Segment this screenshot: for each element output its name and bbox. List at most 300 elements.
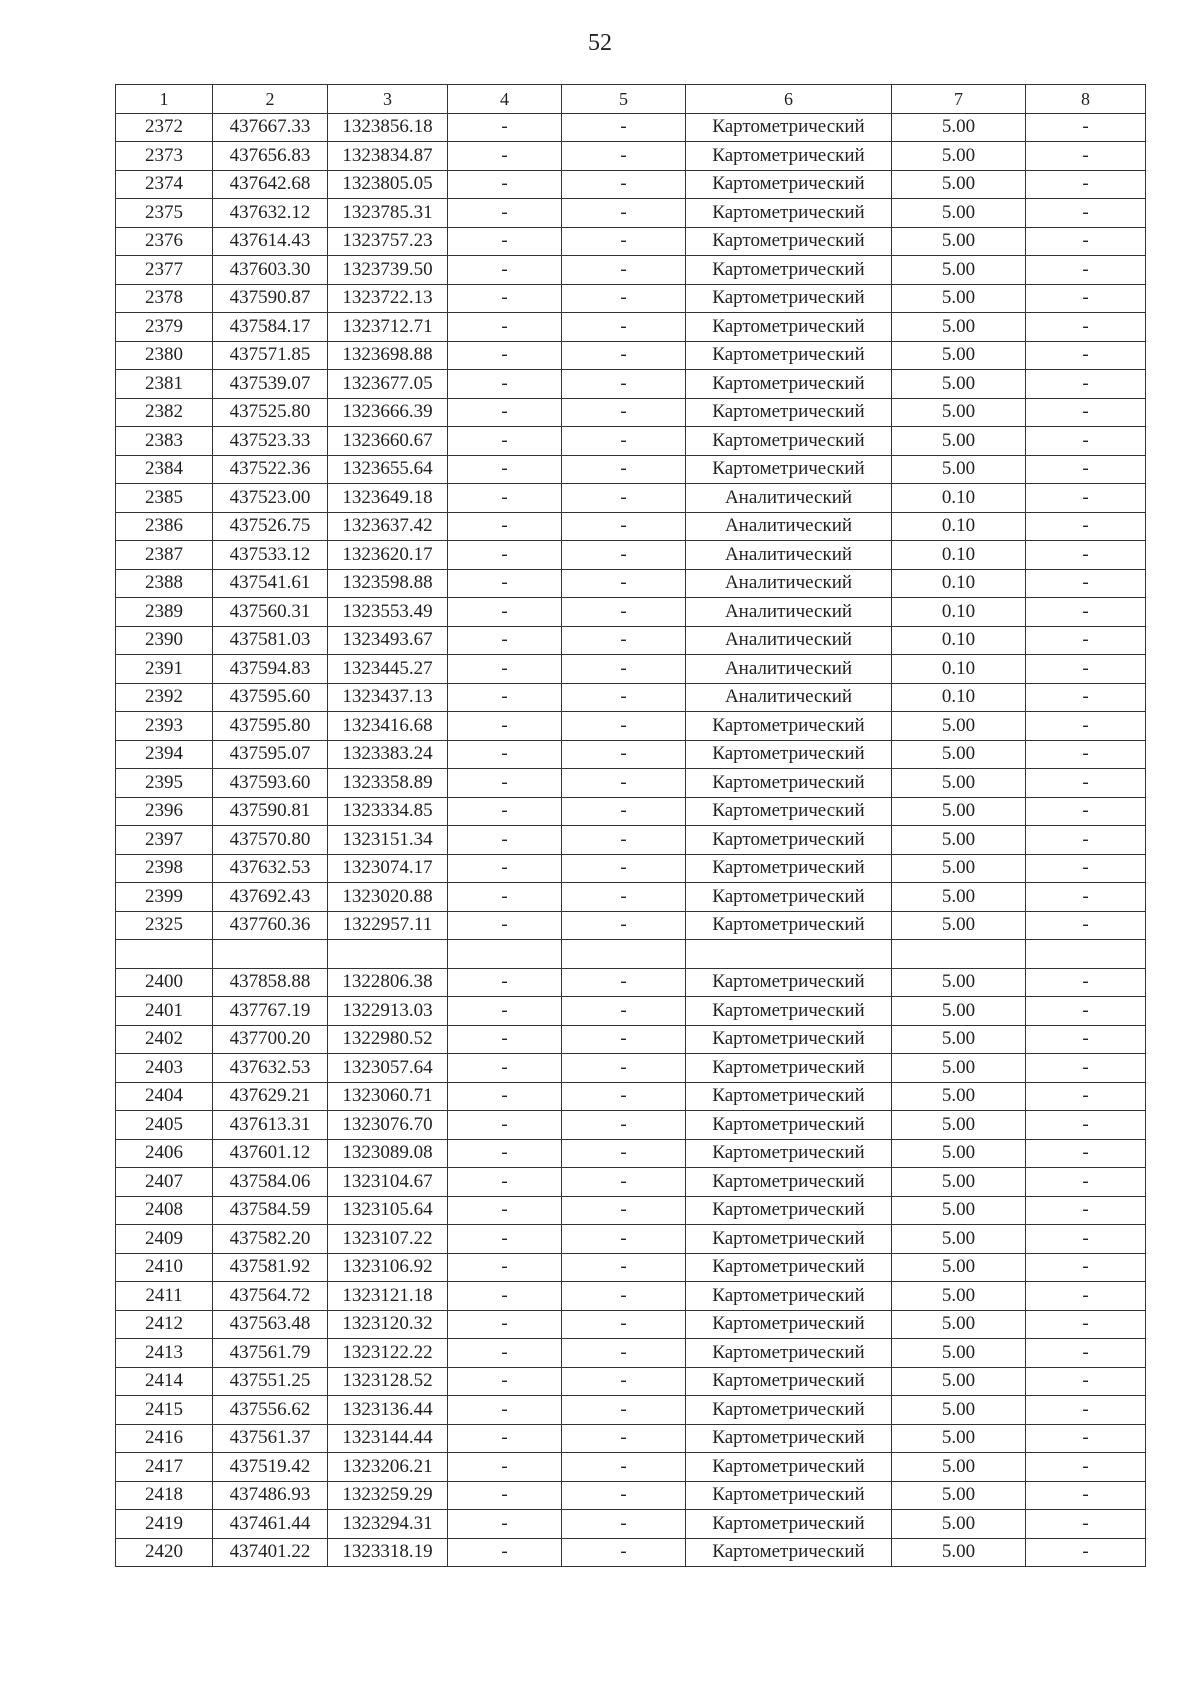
method-cell: Аналитический: [686, 626, 892, 655]
accuracy-cell: 5.00: [892, 1453, 1026, 1482]
column-8-cell: -: [1026, 170, 1146, 199]
column-4-cell: -: [448, 1396, 562, 1425]
accuracy-cell: 5.00: [892, 1367, 1026, 1396]
method-cell: [686, 940, 892, 969]
column-5-cell: [562, 940, 686, 969]
method-cell: Картометрический: [686, 313, 892, 342]
method-cell: Картометрический: [686, 1510, 892, 1539]
accuracy-cell: 5.00: [892, 797, 1026, 826]
column-4-cell: -: [448, 398, 562, 427]
method-cell: Картометрический: [686, 284, 892, 313]
x-coordinate-cell: 437603.30: [213, 256, 328, 285]
accuracy-cell: 5.00: [892, 911, 1026, 940]
accuracy-cell: 5.00: [892, 1054, 1026, 1083]
method-cell: Картометрический: [686, 1282, 892, 1311]
y-coordinate-cell: 1323020.88: [328, 883, 448, 912]
accuracy-cell: 5.00: [892, 455, 1026, 484]
column-8-cell: -: [1026, 769, 1146, 798]
column-8-cell: -: [1026, 1225, 1146, 1254]
x-coordinate-cell: 437700.20: [213, 1025, 328, 1054]
table-row: [116, 1054, 1146, 1083]
x-coordinate-cell: 437642.68: [213, 170, 328, 199]
point-number-cell: 2407: [116, 1168, 213, 1197]
column-4-cell: [448, 940, 562, 969]
point-number-cell: 2372: [116, 113, 213, 142]
method-cell: Картометрический: [686, 1196, 892, 1225]
method-cell: Картометрический: [686, 1225, 892, 1254]
y-coordinate-cell: 1323106.92: [328, 1253, 448, 1282]
y-coordinate-cell: 1323637.42: [328, 512, 448, 541]
column-5-cell: -: [562, 1424, 686, 1453]
column-8-cell: -: [1026, 1510, 1146, 1539]
column-8-cell: -: [1026, 313, 1146, 342]
column-5-cell: -: [562, 341, 686, 370]
column-5-cell: -: [562, 1310, 686, 1339]
column-8-cell: [1026, 940, 1146, 969]
y-coordinate-cell: 1323712.71: [328, 313, 448, 342]
method-cell: Картометрический: [686, 227, 892, 256]
y-coordinate-cell: 1323649.18: [328, 484, 448, 513]
method-cell: Картометрический: [686, 113, 892, 142]
column-5-cell: -: [562, 1339, 686, 1368]
accuracy-cell: [892, 940, 1026, 969]
accuracy-cell: 5.00: [892, 256, 1026, 285]
column-8-cell: -: [1026, 655, 1146, 684]
column-4-cell: -: [448, 997, 562, 1026]
column-8-cell: -: [1026, 1025, 1146, 1054]
column-5-cell: -: [562, 313, 686, 342]
x-coordinate-cell: 437564.72: [213, 1282, 328, 1311]
method-cell: Аналитический: [686, 541, 892, 570]
table-row: [116, 683, 1146, 712]
column-8-cell: -: [1026, 512, 1146, 541]
column-8-cell: -: [1026, 284, 1146, 313]
column-header: 4: [448, 85, 562, 114]
method-cell: Картометрический: [686, 911, 892, 940]
y-coordinate-cell: 1323107.22: [328, 1225, 448, 1254]
column-8-cell: -: [1026, 1481, 1146, 1510]
x-coordinate-cell: 437519.42: [213, 1453, 328, 1482]
y-coordinate-cell: 1323722.13: [328, 284, 448, 313]
column-8-cell: -: [1026, 797, 1146, 826]
table-row: [116, 826, 1146, 855]
accuracy-cell: 5.00: [892, 1510, 1026, 1539]
accuracy-cell: 5.00: [892, 1396, 1026, 1425]
column-8-cell: -: [1026, 370, 1146, 399]
column-5-cell: -: [562, 284, 686, 313]
column-5-cell: -: [562, 1025, 686, 1054]
column-5-cell: -: [562, 455, 686, 484]
accuracy-cell: 5.00: [892, 1025, 1026, 1054]
column-4-cell: -: [448, 883, 562, 912]
point-number-cell: 2389: [116, 598, 213, 627]
x-coordinate-cell: [213, 940, 328, 969]
column-4-cell: -: [448, 341, 562, 370]
x-coordinate-cell: 437595.80: [213, 712, 328, 741]
y-coordinate-cell: 1323105.64: [328, 1196, 448, 1225]
column-8-cell: -: [1026, 1538, 1146, 1567]
column-8-cell: -: [1026, 227, 1146, 256]
column-8-cell: -: [1026, 1282, 1146, 1311]
accuracy-cell: 5.00: [892, 1082, 1026, 1111]
column-8-cell: -: [1026, 256, 1146, 285]
accuracy-cell: 5.00: [892, 1168, 1026, 1197]
accuracy-cell: 5.00: [892, 740, 1026, 769]
method-cell: Аналитический: [686, 598, 892, 627]
column-4-cell: -: [448, 484, 562, 513]
column-8-cell: -: [1026, 1082, 1146, 1111]
accuracy-cell: 5.00: [892, 1225, 1026, 1254]
accuracy-cell: 5.00: [892, 1111, 1026, 1140]
accuracy-cell: 5.00: [892, 712, 1026, 741]
y-coordinate-cell: 1323206.21: [328, 1453, 448, 1482]
point-number-cell: 2418: [116, 1481, 213, 1510]
column-4-cell: -: [448, 1168, 562, 1197]
column-header: 5: [562, 85, 686, 114]
column-4-cell: -: [448, 712, 562, 741]
column-5-cell: -: [562, 1396, 686, 1425]
y-coordinate-cell: 1323057.64: [328, 1054, 448, 1083]
table-row: [116, 911, 1146, 940]
y-coordinate-cell: 1323259.29: [328, 1481, 448, 1510]
accuracy-cell: 5.00: [892, 398, 1026, 427]
table-row: [116, 626, 1146, 655]
x-coordinate-cell: 437656.83: [213, 142, 328, 171]
method-cell: Картометрический: [686, 740, 892, 769]
column-8-cell: -: [1026, 113, 1146, 142]
accuracy-cell: 5.00: [892, 1538, 1026, 1567]
column-4-cell: -: [448, 1111, 562, 1140]
column-4-cell: -: [448, 626, 562, 655]
point-number-cell: 2391: [116, 655, 213, 684]
column-8-cell: -: [1026, 1424, 1146, 1453]
point-number-cell: 2385: [116, 484, 213, 513]
y-coordinate-cell: 1323136.44: [328, 1396, 448, 1425]
x-coordinate-cell: 437581.92: [213, 1253, 328, 1282]
point-number-cell: 2388: [116, 569, 213, 598]
accuracy-cell: 0.10: [892, 598, 1026, 627]
accuracy-cell: 5.00: [892, 427, 1026, 456]
table-row: [116, 1025, 1146, 1054]
x-coordinate-cell: 437595.60: [213, 683, 328, 712]
x-coordinate-cell: 437632.53: [213, 1054, 328, 1083]
x-coordinate-cell: 437533.12: [213, 541, 328, 570]
accuracy-cell: 5.00: [892, 769, 1026, 798]
point-number-cell: 2393: [116, 712, 213, 741]
table-row: [116, 1253, 1146, 1282]
method-cell: Аналитический: [686, 512, 892, 541]
column-4-cell: -: [448, 1082, 562, 1111]
column-4-cell: -: [448, 683, 562, 712]
column-8-cell: -: [1026, 1054, 1146, 1083]
point-number-cell: 2374: [116, 170, 213, 199]
x-coordinate-cell: 437767.19: [213, 997, 328, 1026]
y-coordinate-cell: 1323144.44: [328, 1424, 448, 1453]
x-coordinate-cell: 437556.62: [213, 1396, 328, 1425]
column-4-cell: -: [448, 313, 562, 342]
column-5-cell: -: [562, 1196, 686, 1225]
table-body: [116, 113, 1146, 1567]
column-4-cell: -: [448, 170, 562, 199]
column-4-cell: -: [448, 512, 562, 541]
x-coordinate-cell: 437595.07: [213, 740, 328, 769]
method-cell: Картометрический: [686, 170, 892, 199]
column-4-cell: -: [448, 740, 562, 769]
accuracy-cell: 0.10: [892, 683, 1026, 712]
column-5-cell: -: [562, 227, 686, 256]
column-5-cell: -: [562, 1510, 686, 1539]
column-8-cell: -: [1026, 1111, 1146, 1140]
x-coordinate-cell: 437614.43: [213, 227, 328, 256]
column-5-cell: -: [562, 512, 686, 541]
table-row: [116, 1510, 1146, 1539]
table-row: [116, 113, 1146, 142]
point-number-cell: 2382: [116, 398, 213, 427]
column-header: 8: [1026, 85, 1146, 114]
column-5-cell: -: [562, 1139, 686, 1168]
x-coordinate-cell: 437590.81: [213, 797, 328, 826]
x-coordinate-cell: 437560.31: [213, 598, 328, 627]
accuracy-cell: 5.00: [892, 113, 1026, 142]
method-cell: Картометрический: [686, 883, 892, 912]
column-8-cell: -: [1026, 1196, 1146, 1225]
accuracy-cell: 0.10: [892, 655, 1026, 684]
accuracy-cell: 5.00: [892, 313, 1026, 342]
point-number-cell: 2373: [116, 142, 213, 171]
point-number-cell: 2414: [116, 1367, 213, 1396]
method-cell: Картометрический: [686, 1054, 892, 1083]
point-number-cell: 2377: [116, 256, 213, 285]
table-row: [116, 598, 1146, 627]
column-4-cell: -: [448, 1424, 562, 1453]
table-row: [116, 484, 1146, 513]
x-coordinate-cell: 437522.36: [213, 455, 328, 484]
accuracy-cell: 5.00: [892, 1196, 1026, 1225]
table-row: [116, 142, 1146, 171]
column-5-cell: -: [562, 769, 686, 798]
point-number-cell: 2403: [116, 1054, 213, 1083]
column-5-cell: -: [562, 797, 686, 826]
x-coordinate-cell: 437461.44: [213, 1510, 328, 1539]
table-row: [116, 341, 1146, 370]
method-cell: Аналитический: [686, 655, 892, 684]
column-4-cell: -: [448, 1310, 562, 1339]
table-header-row: [116, 85, 1146, 114]
table-row: [116, 1196, 1146, 1225]
column-4-cell: -: [448, 1196, 562, 1225]
column-5-cell: -: [562, 569, 686, 598]
column-4-cell: -: [448, 598, 562, 627]
column-4-cell: -: [448, 455, 562, 484]
column-5-cell: -: [562, 968, 686, 997]
point-number-cell: [116, 940, 213, 969]
column-4-cell: -: [448, 199, 562, 228]
table-row: [116, 455, 1146, 484]
x-coordinate-cell: 437613.31: [213, 1111, 328, 1140]
point-number-cell: 2397: [116, 826, 213, 855]
point-number-cell: 2420: [116, 1538, 213, 1567]
method-cell: Картометрический: [686, 256, 892, 285]
x-coordinate-cell: 437551.25: [213, 1367, 328, 1396]
accuracy-cell: 5.00: [892, 142, 1026, 171]
method-cell: Картометрический: [686, 370, 892, 399]
column-5-cell: -: [562, 826, 686, 855]
column-8-cell: -: [1026, 1253, 1146, 1282]
column-4-cell: -: [448, 854, 562, 883]
y-coordinate-cell: 1323598.88: [328, 569, 448, 598]
column-4-cell: -: [448, 1481, 562, 1510]
table-row: [116, 1225, 1146, 1254]
method-cell: Картометрический: [686, 968, 892, 997]
x-coordinate-cell: 437523.00: [213, 484, 328, 513]
column-8-cell: -: [1026, 427, 1146, 456]
point-number-cell: 2398: [116, 854, 213, 883]
method-cell: Картометрический: [686, 1253, 892, 1282]
column-4-cell: -: [448, 1453, 562, 1482]
table-row: [116, 227, 1146, 256]
y-coordinate-cell: 1323445.27: [328, 655, 448, 684]
column-4-cell: -: [448, 569, 562, 598]
column-4-cell: -: [448, 113, 562, 142]
column-4-cell: -: [448, 655, 562, 684]
column-8-cell: -: [1026, 683, 1146, 712]
method-cell: Картометрический: [686, 1168, 892, 1197]
y-coordinate-cell: 1323128.52: [328, 1367, 448, 1396]
point-number-cell: 2379: [116, 313, 213, 342]
table-row: [116, 170, 1146, 199]
accuracy-cell: 5.00: [892, 968, 1026, 997]
y-coordinate-cell: 1323739.50: [328, 256, 448, 285]
method-cell: Картометрический: [686, 1025, 892, 1054]
y-coordinate-cell: 1323416.68: [328, 712, 448, 741]
y-coordinate-cell: 1322957.11: [328, 911, 448, 940]
point-number-cell: 2384: [116, 455, 213, 484]
method-cell: Картометрический: [686, 826, 892, 855]
y-coordinate-cell: 1323620.17: [328, 541, 448, 570]
column-4-cell: -: [448, 1339, 562, 1368]
column-5-cell: -: [562, 1538, 686, 1567]
method-cell: Картометрический: [686, 1424, 892, 1453]
y-coordinate-cell: 1323121.18: [328, 1282, 448, 1311]
column-4-cell: -: [448, 142, 562, 171]
x-coordinate-cell: 437563.48: [213, 1310, 328, 1339]
accuracy-cell: 5.00: [892, 284, 1026, 313]
column-5-cell: -: [562, 541, 686, 570]
table-row: [116, 1339, 1146, 1368]
x-coordinate-cell: 437593.60: [213, 769, 328, 798]
y-coordinate-cell: 1323104.67: [328, 1168, 448, 1197]
y-coordinate-cell: 1323437.13: [328, 683, 448, 712]
column-5-cell: -: [562, 911, 686, 940]
method-cell: Картометрический: [686, 712, 892, 741]
accuracy-cell: 5.00: [892, 1139, 1026, 1168]
method-cell: Картометрический: [686, 455, 892, 484]
column-5-cell: -: [562, 142, 686, 171]
table-row: [116, 569, 1146, 598]
table-row: [116, 1367, 1146, 1396]
table-row: [116, 1310, 1146, 1339]
y-coordinate-cell: 1323666.39: [328, 398, 448, 427]
table-row: [116, 541, 1146, 570]
point-number-cell: 2394: [116, 740, 213, 769]
x-coordinate-cell: 437486.93: [213, 1481, 328, 1510]
table-row: [116, 854, 1146, 883]
accuracy-cell: 5.00: [892, 1282, 1026, 1311]
x-coordinate-cell: 437582.20: [213, 1225, 328, 1254]
point-number-cell: 2401: [116, 997, 213, 1026]
x-coordinate-cell: 437561.79: [213, 1339, 328, 1368]
column-8-cell: -: [1026, 484, 1146, 513]
column-8-cell: -: [1026, 1339, 1146, 1368]
column-header: 6: [686, 85, 892, 114]
y-coordinate-cell: 1323074.17: [328, 854, 448, 883]
column-8-cell: -: [1026, 883, 1146, 912]
y-coordinate-cell: 1323294.31: [328, 1510, 448, 1539]
column-5-cell: -: [562, 740, 686, 769]
table-row: [116, 997, 1146, 1026]
column-4-cell: -: [448, 427, 562, 456]
point-number-cell: 2387: [116, 541, 213, 570]
y-coordinate-cell: 1323334.85: [328, 797, 448, 826]
column-header: 3: [328, 85, 448, 114]
column-4-cell: -: [448, 370, 562, 399]
column-4-cell: -: [448, 284, 562, 313]
x-coordinate-cell: 437584.17: [213, 313, 328, 342]
column-5-cell: -: [562, 1481, 686, 1510]
column-5-cell: -: [562, 1168, 686, 1197]
table-row: [116, 1168, 1146, 1197]
column-5-cell: -: [562, 1282, 686, 1311]
column-8-cell: -: [1026, 541, 1146, 570]
y-coordinate-cell: 1323785.31: [328, 199, 448, 228]
point-number-cell: 2408: [116, 1196, 213, 1225]
column-8-cell: -: [1026, 968, 1146, 997]
table-row: [116, 968, 1146, 997]
y-coordinate-cell: 1323757.23: [328, 227, 448, 256]
method-cell: Картометрический: [686, 769, 892, 798]
accuracy-cell: 5.00: [892, 1424, 1026, 1453]
table-row: [116, 1139, 1146, 1168]
method-cell: Аналитический: [686, 569, 892, 598]
column-4-cell: -: [448, 1538, 562, 1567]
column-8-cell: -: [1026, 1310, 1146, 1339]
y-coordinate-cell: 1323060.71: [328, 1082, 448, 1111]
column-8-cell: -: [1026, 1396, 1146, 1425]
point-number-cell: 2386: [116, 512, 213, 541]
table-row: [116, 1424, 1146, 1453]
y-coordinate-cell: 1323856.18: [328, 113, 448, 142]
table-row: [116, 1282, 1146, 1311]
y-coordinate-cell: 1323120.32: [328, 1310, 448, 1339]
accuracy-cell: 5.00: [892, 370, 1026, 399]
column-5-cell: -: [562, 854, 686, 883]
column-5-cell: -: [562, 1225, 686, 1254]
point-number-cell: 2395: [116, 769, 213, 798]
y-coordinate-cell: 1323493.67: [328, 626, 448, 655]
table-row: [116, 1082, 1146, 1111]
column-header: 2: [213, 85, 328, 114]
point-number-cell: 2405: [116, 1111, 213, 1140]
point-number-cell: 2378: [116, 284, 213, 313]
x-coordinate-cell: 437692.43: [213, 883, 328, 912]
column-8-cell: -: [1026, 854, 1146, 883]
y-coordinate-cell: 1323805.05: [328, 170, 448, 199]
accuracy-cell: 0.10: [892, 626, 1026, 655]
table-row: [116, 284, 1146, 313]
y-coordinate-cell: 1323151.34: [328, 826, 448, 855]
point-number-cell: 2396: [116, 797, 213, 826]
point-number-cell: 2381: [116, 370, 213, 399]
